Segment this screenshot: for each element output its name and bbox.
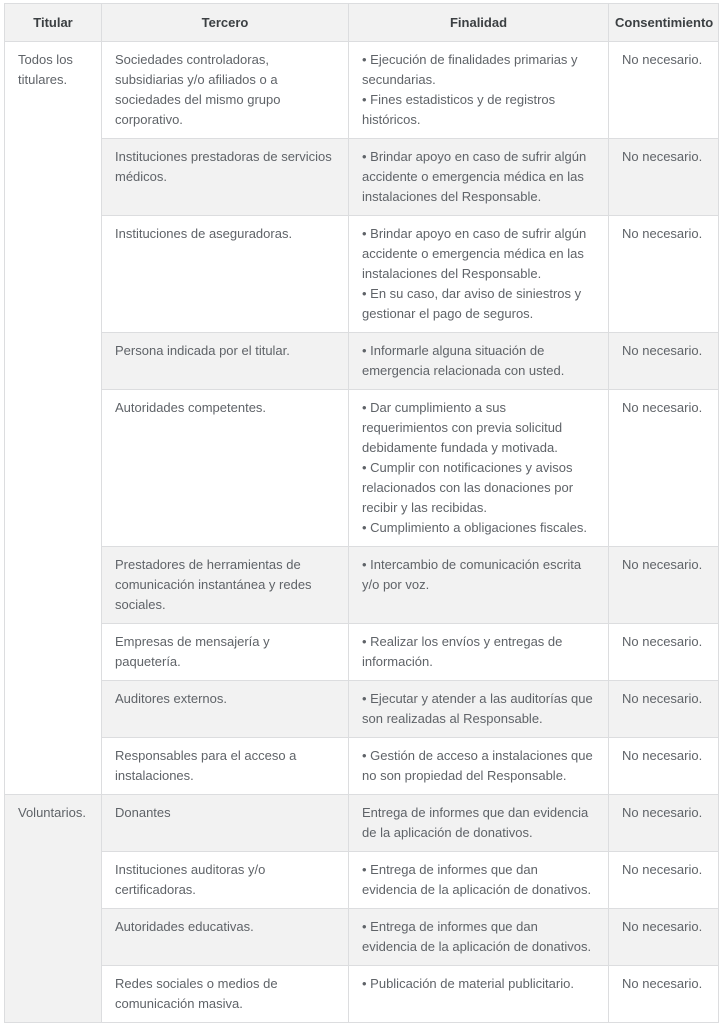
tercero-cell: Autoridades competentes. bbox=[102, 390, 349, 547]
finalidad-cell bbox=[349, 624, 609, 681]
finalidad-cell bbox=[349, 909, 609, 966]
consentimiento-cell: No necesario. bbox=[609, 795, 719, 852]
table-row bbox=[5, 547, 719, 624]
table-row bbox=[5, 624, 719, 681]
tercero-cell: Sociedades controladoras, subsidiarias y/o afiliados o a sociedades del mismo grupo corporativo. bbox=[102, 42, 349, 139]
consentimiento-cell: No necesario. bbox=[609, 42, 719, 139]
table-row bbox=[5, 966, 719, 1023]
consentimiento-cell: No necesario. bbox=[609, 909, 719, 966]
tercero-cell: Responsables para el acceso a instalaciones. bbox=[102, 738, 349, 795]
privacy-disclosure-table bbox=[4, 3, 719, 1023]
finalidad-item: • Cumplir con notificaciones y avisos relacionados con las donaciones por recibir y las recibidas. bbox=[362, 460, 574, 515]
table-row bbox=[5, 795, 719, 852]
tercero-cell: Instituciones prestadoras de servicios médicos. bbox=[102, 139, 349, 216]
finalidad-cell bbox=[349, 852, 609, 909]
finalidad-item: • Intercambio de comunicación escrita y/o por voz. bbox=[362, 557, 582, 592]
table-row bbox=[5, 139, 719, 216]
consentimiento-cell: No necesario. bbox=[609, 624, 719, 681]
consentimiento-cell: No necesario. bbox=[609, 139, 719, 216]
tercero-cell: Persona indicada por el titular. bbox=[102, 333, 349, 390]
column-header-finalidad: Finalidad bbox=[349, 4, 609, 42]
titular-cell: Todos los titulares. bbox=[5, 42, 102, 795]
column-header-tercero: Tercero bbox=[102, 4, 349, 42]
tercero-cell: Empresas de mensajería y paquetería. bbox=[102, 624, 349, 681]
finalidad-cell bbox=[349, 216, 609, 333]
column-header-consentimiento: Consentimiento bbox=[609, 4, 719, 42]
finalidad-item: • Ejecutar y atender a las auditorías que son realizadas al Responsable. bbox=[362, 691, 593, 726]
finalidad-cell bbox=[349, 681, 609, 738]
finalidad-item: • Brindar apoyo en caso de sufrir algún accidente o emergencia médica en las instalaciones del Responsable. bbox=[362, 149, 587, 204]
finalidad-item: • Dar cumplimiento a sus requerimientos con previa solicitud debidamente fundada y motivada. bbox=[362, 400, 563, 455]
table-row bbox=[5, 390, 719, 547]
finalidad-cell bbox=[349, 390, 609, 547]
finalidad-cell bbox=[349, 966, 609, 1023]
header-row bbox=[5, 4, 719, 42]
consentimiento-cell: No necesario. bbox=[609, 852, 719, 909]
consentimiento-cell: No necesario. bbox=[609, 333, 719, 390]
tercero-cell: Autoridades educativas. bbox=[102, 909, 349, 966]
finalidad-item: • Cumplimiento a obligaciones fiscales. bbox=[362, 520, 587, 535]
finalidad-item: • En su caso, dar aviso de siniestros y gestionar el pago de seguros. bbox=[362, 286, 582, 321]
finalidad-cell bbox=[349, 139, 609, 216]
consentimiento-cell: No necesario. bbox=[609, 390, 719, 547]
table-row bbox=[5, 909, 719, 966]
tercero-cell: Redes sociales o medios de comunicación masiva. bbox=[102, 966, 349, 1023]
tercero-cell: Instituciones de aseguradoras. bbox=[102, 216, 349, 333]
table-body bbox=[5, 42, 719, 1023]
table-row bbox=[5, 852, 719, 909]
consentimiento-cell: No necesario. bbox=[609, 966, 719, 1023]
tercero-cell: Instituciones auditoras y/o certificadoras. bbox=[102, 852, 349, 909]
column-header-titular: Titular bbox=[5, 4, 102, 42]
consentimiento-cell: No necesario. bbox=[609, 216, 719, 333]
finalidad-item: • Publicación de material publicitario. bbox=[362, 976, 574, 991]
finalidad-cell bbox=[349, 333, 609, 390]
finalidad-cell bbox=[349, 795, 609, 852]
finalidad-cell bbox=[349, 42, 609, 139]
table-row bbox=[5, 216, 719, 333]
table-row bbox=[5, 333, 719, 390]
consentimiento-cell: No necesario. bbox=[609, 681, 719, 738]
finalidad-cell bbox=[349, 547, 609, 624]
finalidad-item: Entrega de informes que dan evidencia de la aplicación de donativos. bbox=[362, 805, 589, 840]
tercero-cell: Donantes bbox=[102, 795, 349, 852]
titular-cell: Voluntarios. bbox=[5, 795, 102, 1023]
finalidad-item: • Entrega de informes que dan evidencia de la aplicación de donativos. bbox=[362, 862, 592, 897]
consentimiento-cell: No necesario. bbox=[609, 738, 719, 795]
table-row bbox=[5, 738, 719, 795]
tercero-cell: Prestadores de herramientas de comunicación instantánea y redes sociales. bbox=[102, 547, 349, 624]
consentimiento-cell: No necesario. bbox=[609, 547, 719, 624]
finalidad-item: • Informarle alguna situación de emergencia relacionada con usted. bbox=[362, 343, 565, 378]
tercero-cell: Auditores externos. bbox=[102, 681, 349, 738]
finalidad-item: • Entrega de informes que dan evidencia de la aplicación de donativos. bbox=[362, 919, 592, 954]
table-row bbox=[5, 681, 719, 738]
finalidad-cell bbox=[349, 738, 609, 795]
finalidad-item: • Gestión de acceso a instalaciones que no son propiedad del Responsable. bbox=[362, 748, 593, 783]
finalidad-item: • Fines estadisticos y de registros históricos. bbox=[362, 92, 556, 127]
finalidad-item: • Ejecución de finalidades primarias y secundarias. bbox=[362, 52, 578, 87]
finalidad-item: • Brindar apoyo en caso de sufrir algún accidente o emergencia médica en las instalaciones del Responsable. bbox=[362, 226, 587, 281]
finalidad-item: • Realizar los envíos y entregas de información. bbox=[362, 634, 563, 669]
table-row bbox=[5, 42, 719, 139]
